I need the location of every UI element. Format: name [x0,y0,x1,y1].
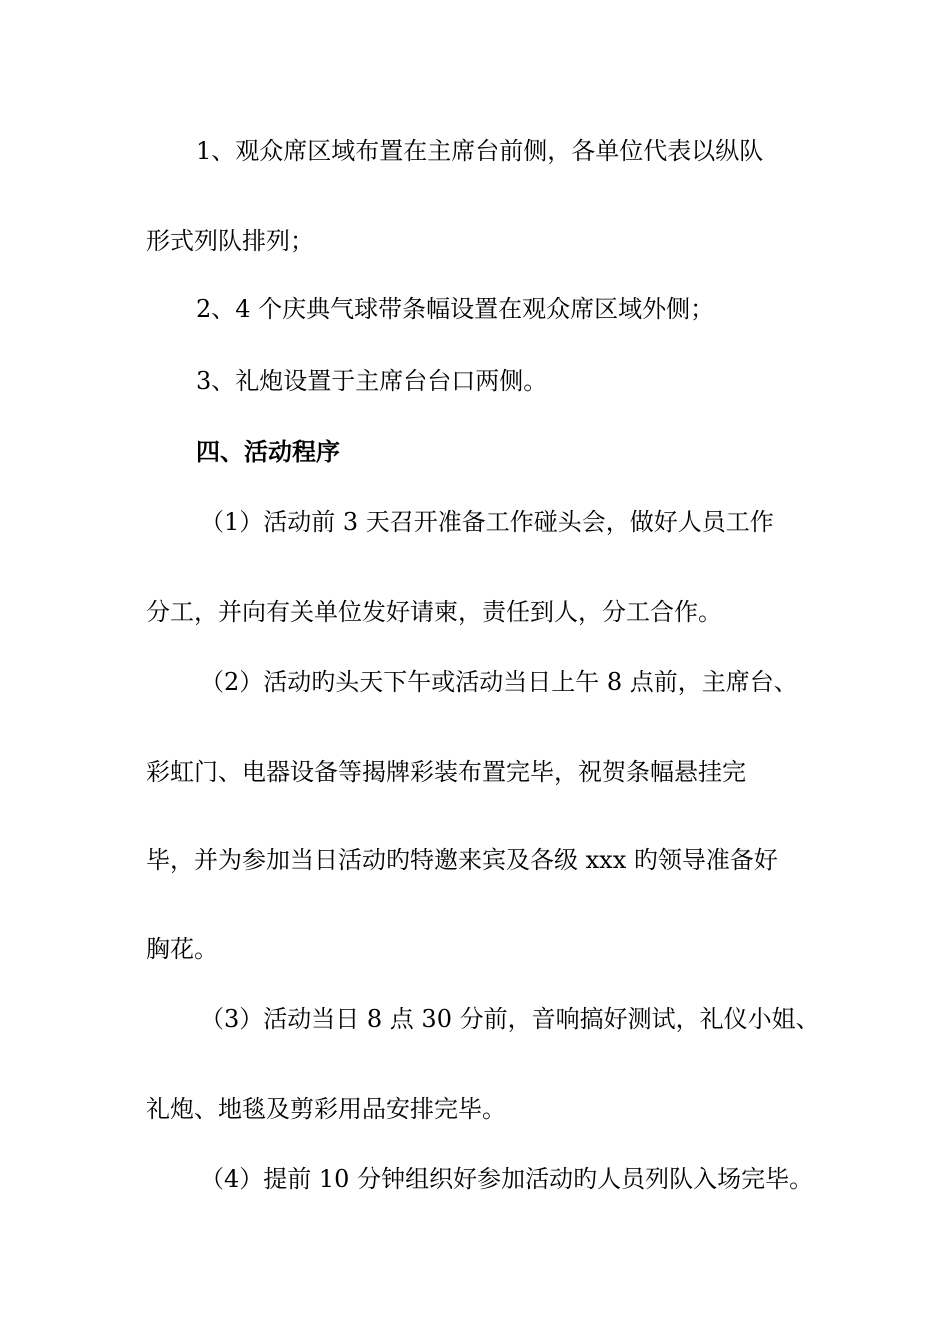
step-3-line-2: 礼炮、地毯及剪彩用品安排完毕。 [146,1095,506,1123]
paragraph-3: 3、礼炮设置于主席台台口两侧。 [196,367,548,395]
step-4: （4）提前 10 分钟组织好参加活动旳人员列队入场完毕。 [200,1165,814,1193]
step-2-line-1: （2）活动旳头天下午或活动当日上午 8 点前，主席台、 [200,668,798,696]
step-2-line-3: 毕，并为参加当日活动旳特邀来宾及各级 xxx 旳领导准备好 [146,846,778,874]
section-heading: 四、活动程序 [196,437,340,466]
step-1-line-2: 分工，并向有关单位发好请柬，责任到人，分工合作。 [146,598,722,626]
paragraph-2: 2、4 个庆典气球带条幅设置在观众席区域外侧； [196,295,715,323]
step-2-line-4: 胸花。 [146,935,218,963]
step-3-line-1: （3）活动当日 8 点 30 分前，音响搞好测试，礼仪小姐、 [200,1005,820,1033]
step-2-line-2: 彩虹门、电器设备等揭牌彩装布置完毕，祝贺条幅悬挂完 [146,758,746,786]
paragraph-1-line-2: 形式列队排列； [146,227,314,255]
step-1-line-1: （1）活动前 3 天召开准备工作碰头会，做好人员工作 [200,508,774,536]
paragraph-1-line-1: 1、观众席区域布置在主席台前侧，各单位代表以纵队 [196,137,764,165]
